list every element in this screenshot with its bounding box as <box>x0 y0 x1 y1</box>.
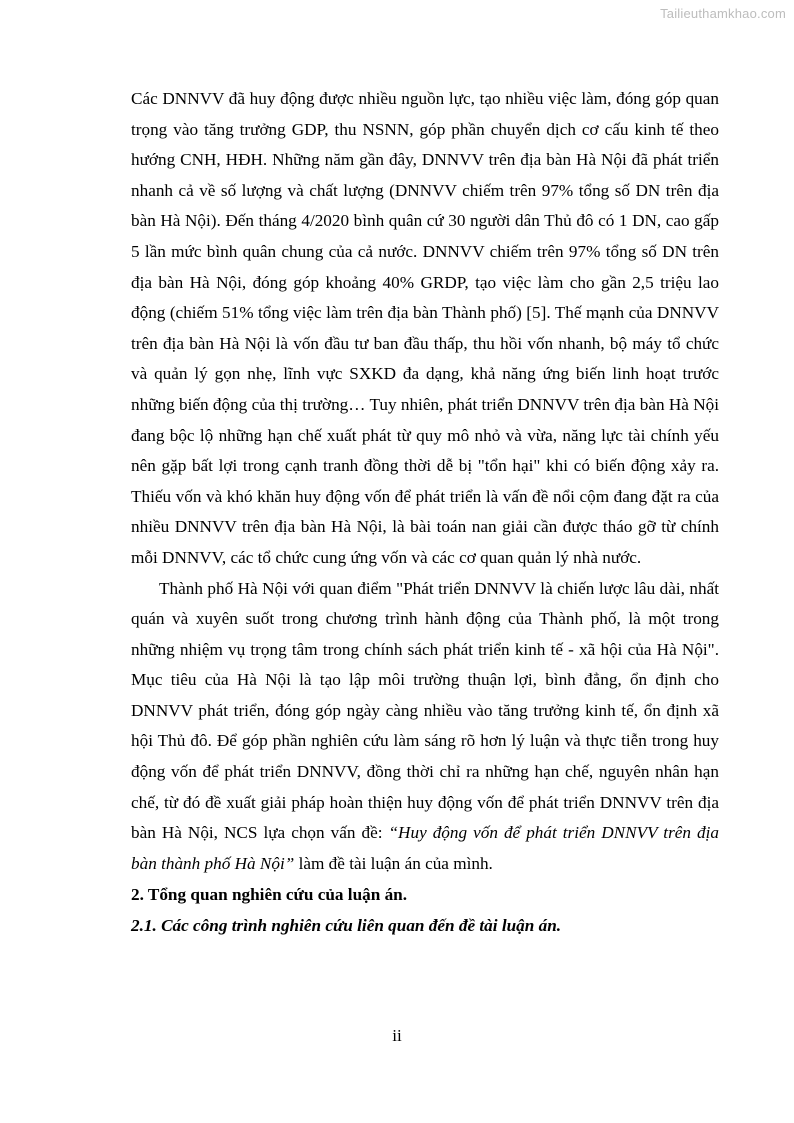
document-body <box>131 84 719 941</box>
paragraph-intro: Các DNNVV đã huy động được nhiều nguồn lực, tạo nhiều việc làm, đóng góp quan trọng vào tăng trưởng GDP, thu NSNN, góp phần chuyển dịch cơ cấu kinh tế theo hướng CNH, HĐH. Những năm gần đây, DNNVV trên địa bàn Hà Nội đã phát triển nhanh cả về số lượng và chất lượng (DNNVV chiếm trên 97% tổng số DN trên địa bàn Hà Nội). Đến tháng 4/2020 bình quân cứ 30 người dân Thủ đô có 1 DN, cao gấp 5 lần mức bình quân chung của cả nước. DNNVV chiếm trên 97% tổng số DN trên địa bàn Hà Nội, đóng góp khoảng 40% GRDP, tạo việc làm cho gần 2,5 triệu lao động (chiếm 51% tổng việc làm trên địa bàn Thành phố) [5]. Thế mạnh của DNNVV trên địa bàn Hà Nội là vốn đầu tư ban đầu thấp, thu hồi vốn nhanh, bộ máy tổ chức và quản lý gọn nhẹ, lĩnh vực SXKD đa dạng, khả năng ứng biến linh hoạt trước những biến động của thị trường… Tuy nhiên, phát triển DNNVV trên địa bàn Hà Nội đang bộc lộ những hạn chế xuất phát từ quy mô nhỏ và vừa, năng lực tài chính yếu nên gặp bất lợi trong cạnh tranh đồng thời dễ bị "tổn hại" khi có biến động xảy ra. Thiếu vốn và khó khăn huy động vốn để phát triển là vấn đề nổi cộm đang đặt ra của nhiều DNNVV trên địa bàn Hà Nội, là bài toán nan giải cần được tháo gỡ từ chính mỗi DNNVV, các tổ chức cung ứng vốn và các cơ quan quản lý nhà nước. <box>131 89 719 567</box>
section-heading-2: 2. Tổng quan nghiên cứu của luận án. <box>131 885 408 905</box>
section-heading-2-1: 2.1. Các công trình nghiên cứu liên quan đến đề tài luận án. <box>131 916 562 936</box>
watermark: Tailieuthamkhao.com <box>660 6 786 21</box>
thesis-title-italic: “Huy động vốn để phát triển DNNVV trên địa bàn thành phố Hà Nội” <box>131 823 719 873</box>
paragraph-hanoi-viewpoint <box>131 574 719 880</box>
paragraph-hanoi-text: Thành phố Hà Nội với quan điểm "Phát triển DNNVV là chiến lược lâu dài, nhất quán và xuyên suốt trong chương trình hành động của Thành phố, là một trong những nhiệm vụ trọng tâm trong chính sách phát triển kinh tế - xã hội của Hà Nội". Mục tiêu của Hà Nội là tạo lập môi trường thuận lợi, bình đẳng, ổn định cho DNNVV phát triển, đóng góp ngày càng nhiều vào tăng trưởng kinh tế, ổn định xã hội Thủ đô. Để góp phần nghiên cứu làm sáng rõ hơn lý luận và thực tiễn trong huy động vốn để phát triển DNNVV, đồng thời chỉ ra những hạn chế, nguyên nhân hạn chế, từ đó đề xuất giải pháp hoàn thiện huy động vốn để phát triển DNNVV trên địa bàn Hà Nội, NCS lựa chọn vấn đề: <box>131 578 719 843</box>
paragraph-hanoi-tail: làm đề tài luận án của mình. <box>294 853 493 873</box>
page-number: ii <box>392 1026 402 1045</box>
